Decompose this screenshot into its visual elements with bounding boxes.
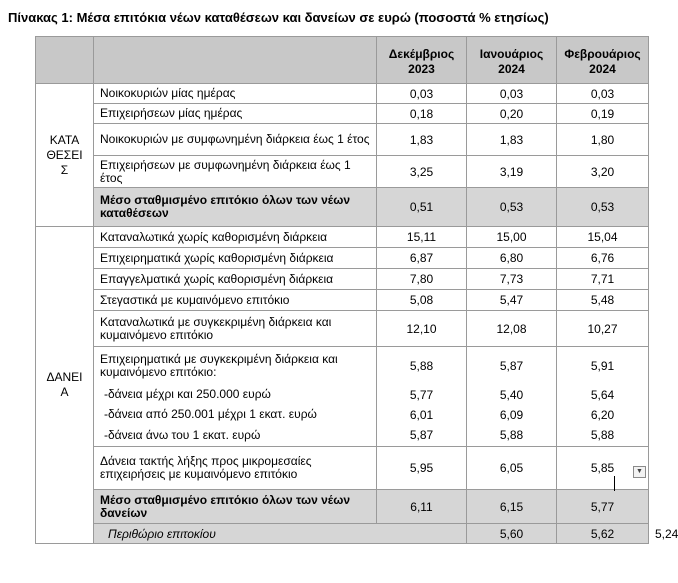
table-row [36, 227, 649, 248]
value-cell: 0,51 [377, 188, 467, 227]
value-cell: 7,71 [557, 269, 649, 290]
value-cell: 6,05 [467, 447, 557, 490]
value-cell: 6,11 [377, 490, 467, 524]
column-header [467, 37, 557, 84]
value-cell: 6,76 [557, 248, 649, 269]
table-row [36, 385, 649, 405]
value-cell: 1,80 [557, 124, 649, 156]
value-cell: 0,19 [557, 104, 649, 124]
table-row [36, 104, 649, 124]
value-cell: 5,60 [467, 524, 557, 544]
loans-average-row [36, 490, 649, 524]
value-cell: 5,47 [467, 290, 557, 311]
value-cell: 6,01 [377, 405, 467, 425]
loans-category-text: ΔΑΝΕΙ Α [46, 370, 83, 399]
table-row [36, 405, 649, 425]
value-cell: 3,19 [467, 156, 557, 188]
loans-category-label [36, 227, 94, 544]
value-cell: 5,48 [557, 290, 649, 311]
column-header-year: 2023 [408, 62, 435, 76]
deposits-category-text: ΚΑΤΑ ΘΕΣΕΙ Σ [46, 132, 83, 177]
cell-dropdown-arrow-icon[interactable]: ▼ [633, 466, 646, 478]
value-cell: 5,91 [557, 347, 649, 385]
interest-rates-table [35, 36, 678, 544]
value-cell: 6,87 [377, 248, 467, 269]
column-header-month: Φεβρουάριος [564, 47, 641, 61]
value-cell: 15,04 [557, 227, 649, 248]
deposits-average-row [36, 188, 649, 227]
value-cell: 0,20 [467, 104, 557, 124]
table-title: Πίνακας 1: Μέσα επιτόκια νέων καταθέσεων και δανείων σε ευρώ (ποσοστά % ετησίως) [8, 10, 549, 25]
header-row [36, 37, 649, 84]
row-label: Καταναλωτικά χωρίς καθορισμένη διάρκεια [94, 227, 377, 248]
table-row [36, 156, 649, 188]
column-header-month: Δεκέμβριος [388, 47, 455, 61]
value-cell: 0,18 [377, 104, 467, 124]
value-cell: 0,53 [467, 188, 557, 227]
row-label: Μέσο σταθμισμένο επιτόκιο όλων των νέων καταθέσεων [94, 188, 377, 227]
value-cell: 15,00 [467, 227, 557, 248]
value-cell: 7,73 [467, 269, 557, 290]
header-blank-cell [36, 37, 94, 84]
value-cell: 5,77 [557, 490, 649, 524]
row-label: -δάνεια από 250.001 μέχρι 1 εκατ. ευρώ [94, 405, 377, 425]
value-cell: 0,53 [557, 188, 649, 227]
value-cell: 5,87 [467, 347, 557, 385]
value-cell: 12,08 [467, 311, 557, 347]
value-cell: 5,08 [377, 290, 467, 311]
column-header [377, 37, 467, 84]
row-label: Στεγαστικά με κυμαινόμενο επιτόκιο [94, 290, 377, 311]
column-header-year: 2024 [498, 62, 525, 76]
value-cell: 6,80 [467, 248, 557, 269]
value-cell: 5,64 [557, 385, 649, 405]
value-cell: 3,20 [557, 156, 649, 188]
text-cursor [614, 476, 615, 491]
header-blank-cell [94, 37, 377, 84]
value-cell: 5,88 [377, 347, 467, 385]
value-cell: 3,25 [377, 156, 467, 188]
row-label: Επιχειρήσεων με συμφωνημένη διάρκεια έως 1 έτος [94, 156, 377, 188]
column-header-year: 2024 [589, 62, 616, 76]
value-cell: 1,83 [377, 124, 467, 156]
value-cell: 5,88 [467, 425, 557, 447]
row-label: Επιχειρηματικά με συγκεκριμένη διάρκεια και κυμαινόμενο επιτόκιο: [94, 347, 377, 385]
row-label: Δάνεια τακτής λήξης προς μικρομεσαίες επιχειρήσεις με κυμαινόμενο επιτόκιο [94, 447, 377, 490]
column-header [557, 37, 649, 84]
value-cell: 5,87 [377, 425, 467, 447]
row-label: -δάνεια μέχρι και 250.000 ευρώ [94, 385, 377, 405]
value-cell: 1,83 [467, 124, 557, 156]
value-cell: 6,20 [557, 405, 649, 425]
margin-label: Περιθώριο επιτοκίου [94, 524, 467, 544]
row-label: Καταναλωτικά με συγκεκριμένη διάρκεια και κυμαινόμενο επιτόκιο [94, 311, 377, 347]
row-label: Νοικοκυριών μίας ημέρας [94, 84, 377, 104]
value-cell: 0,03 [557, 84, 649, 104]
table-row [36, 425, 649, 447]
value-cell: 15,11 [377, 227, 467, 248]
value-cell: 0,03 [467, 84, 557, 104]
value-cell: 5,77 [377, 385, 467, 405]
table-row [36, 124, 649, 156]
value-cell: 5,88 [557, 425, 649, 447]
table-row [36, 269, 649, 290]
selected-value-cell[interactable]: 5,85 [557, 447, 649, 490]
margin-row: Περιθώριο επιτοκίου 5,60 5,62 5,24 [36, 524, 649, 544]
value-cell: 12,10 [377, 311, 467, 347]
table-row [36, 84, 649, 104]
table-row [36, 311, 649, 347]
table-row [36, 447, 649, 490]
row-label: Επιχειρηματικά χωρίς καθορισμένη διάρκεια [94, 248, 377, 269]
row-label: Μέσο σταθμισμένο επιτόκιο όλων των νέων δανείων [94, 490, 377, 524]
value-cell: 6,15 [467, 490, 557, 524]
row-label: Επιχειρήσεων μίας ημέρας [94, 104, 377, 124]
value-cell: 10,27 [557, 311, 649, 347]
table-row [36, 347, 649, 385]
row-label: Νοικοκυριών με συμφωνημένη διάρκεια έως 1 έτος [94, 124, 377, 156]
value-cell: 5,40 [467, 385, 557, 405]
deposits-category-label [36, 84, 94, 227]
row-label: -δάνεια άνω του 1 εκατ. ευρώ [94, 425, 377, 447]
row-label: Επαγγελματικά χωρίς καθορισμένη διάρκεια [94, 269, 377, 290]
value-cell: 7,80 [377, 269, 467, 290]
table-row [36, 290, 649, 311]
column-header-month: Ιανουάριος [479, 47, 544, 61]
value-cell: 5,62 [557, 524, 649, 544]
value-cell: 5,95 [377, 447, 467, 490]
table-row [36, 248, 649, 269]
value-cell: 0,03 [377, 84, 467, 104]
value-cell: 6,09 [467, 405, 557, 425]
